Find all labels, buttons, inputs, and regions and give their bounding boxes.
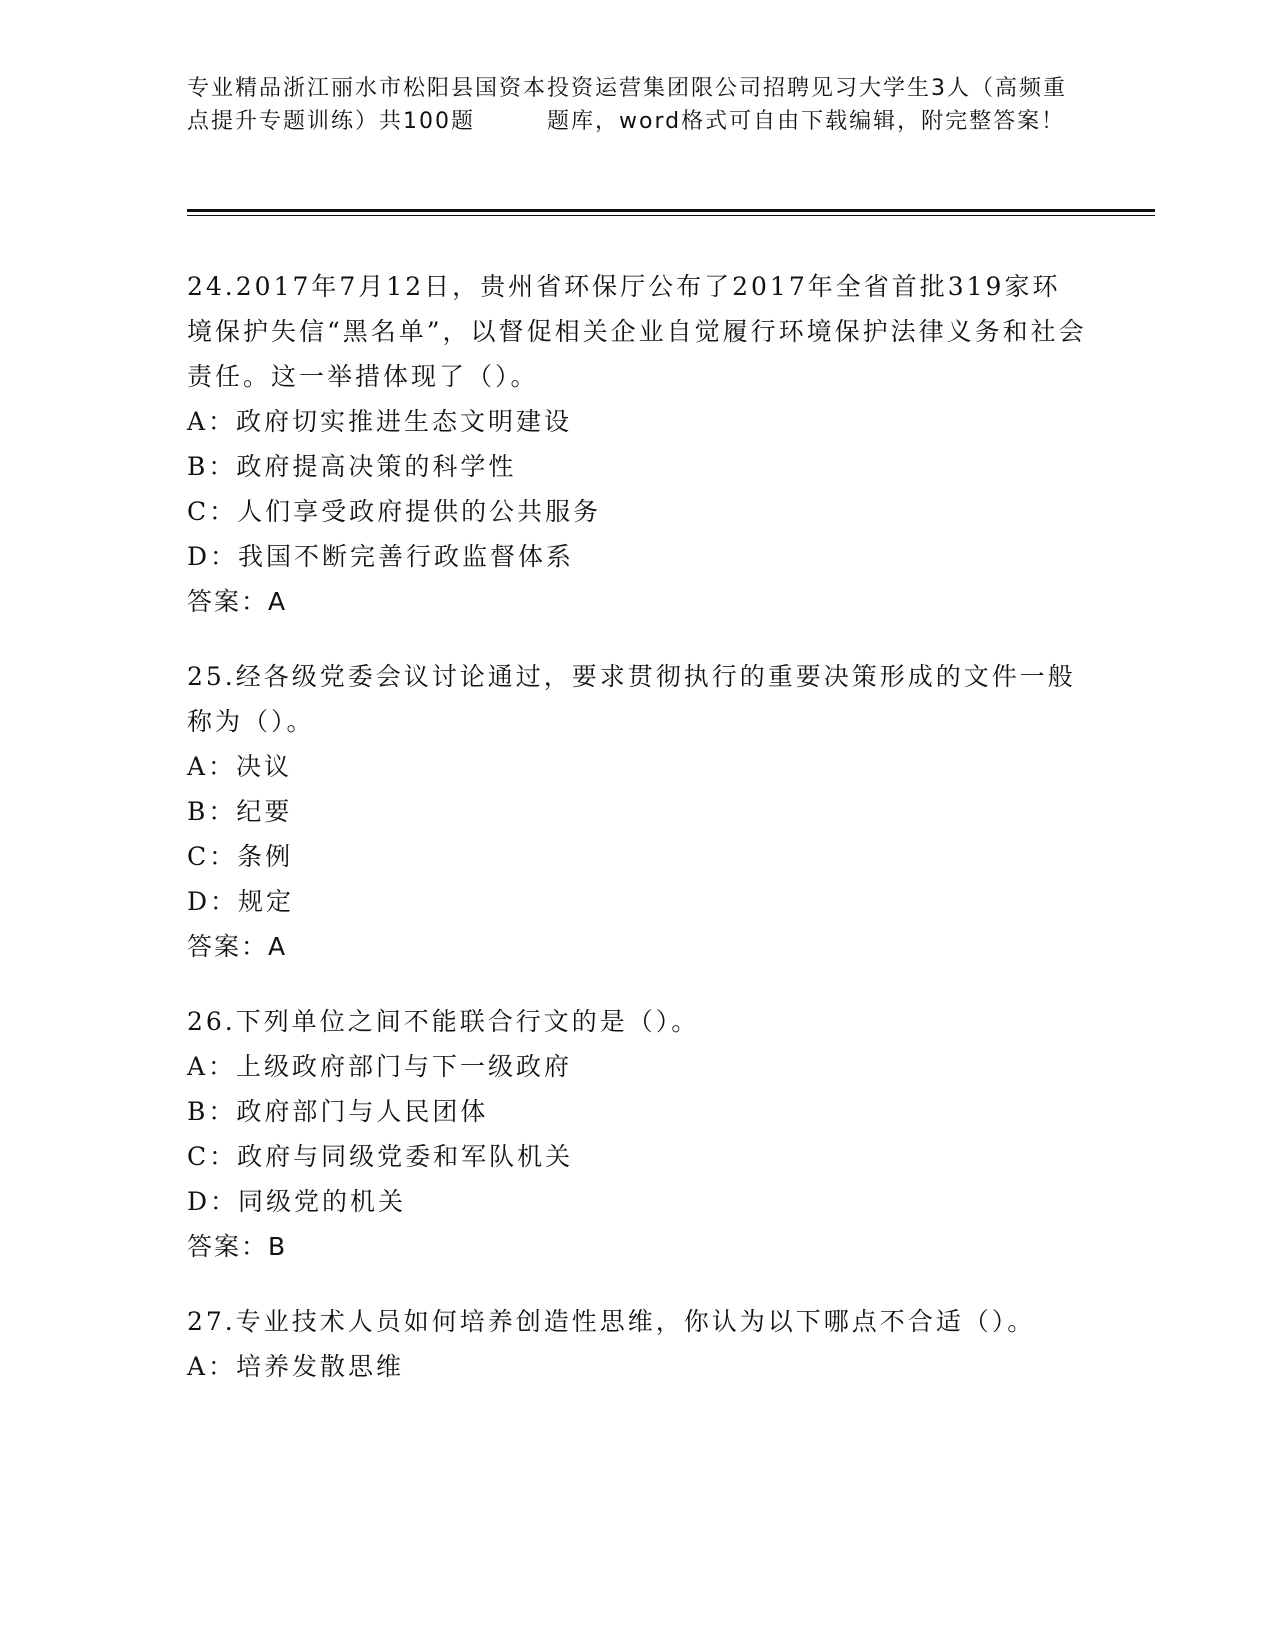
option-d: D：规定: [187, 887, 295, 916]
header-title-part2: 题库，word格式可自由下载编辑，附完整答案！: [547, 109, 1066, 134]
option-c: C：条例: [187, 842, 294, 871]
header-rule-thin: [187, 215, 1155, 216]
option-a: A：政府切实推进生态文明建设: [187, 407, 573, 436]
header-title-part1: 专业精品浙江丽水市松阳县国资本投资运营集团限公司招聘见习大学生3人（高频重点提升专题训练）共100题: [187, 76, 1067, 134]
option-a: A：上级政府部门与下一级政府: [187, 1052, 573, 1081]
question-24: [187, 264, 1087, 624]
option-b: B：纪要: [187, 797, 293, 826]
option-c: C：政府与同级党委和军队机关: [187, 1142, 574, 1171]
question-stem: 25.经各级党委会议讨论通过，要求贯彻执行的重要决策形成的文件一般称为（）。: [187, 662, 1076, 736]
option-a: A：培养发散思维: [187, 1352, 405, 1381]
question-25: [187, 654, 1087, 969]
document-header: [187, 72, 1087, 138]
option-c: C：人们享受政府提供的公共服务: [187, 497, 602, 526]
option-d: D：同级党的机关: [187, 1187, 407, 1216]
option-a: A：决议: [187, 752, 293, 781]
answer-line: 答案：A: [187, 932, 288, 961]
question-stem: 27.专业技术人员如何培养创造性思维，你认为以下哪点不合适（）。: [187, 1307, 1036, 1336]
option-b: B：政府提高决策的科学性: [187, 452, 517, 481]
question-27: [187, 1299, 1087, 1389]
question-stem: 26.下列单位之间不能联合行文的是（）。: [187, 1007, 700, 1036]
question-26: [187, 999, 1087, 1269]
answer-line: 答案：B: [187, 1232, 288, 1261]
header-rule-thick: [187, 209, 1155, 212]
question-list: [187, 264, 1087, 1419]
question-stem: 24.2017年7月12日，贵州省环保厅公布了2017年全省首批319家环境保护失信“黑名单”，以督促相关企业自觉履行环境保护法律义务和社会责任。这一举措体现了（）。: [187, 272, 1087, 391]
option-d: D：我国不断完善行政监督体系: [187, 542, 575, 571]
answer-line: 答案：A: [187, 587, 288, 616]
option-b: B：政府部门与人民团体: [187, 1097, 489, 1126]
